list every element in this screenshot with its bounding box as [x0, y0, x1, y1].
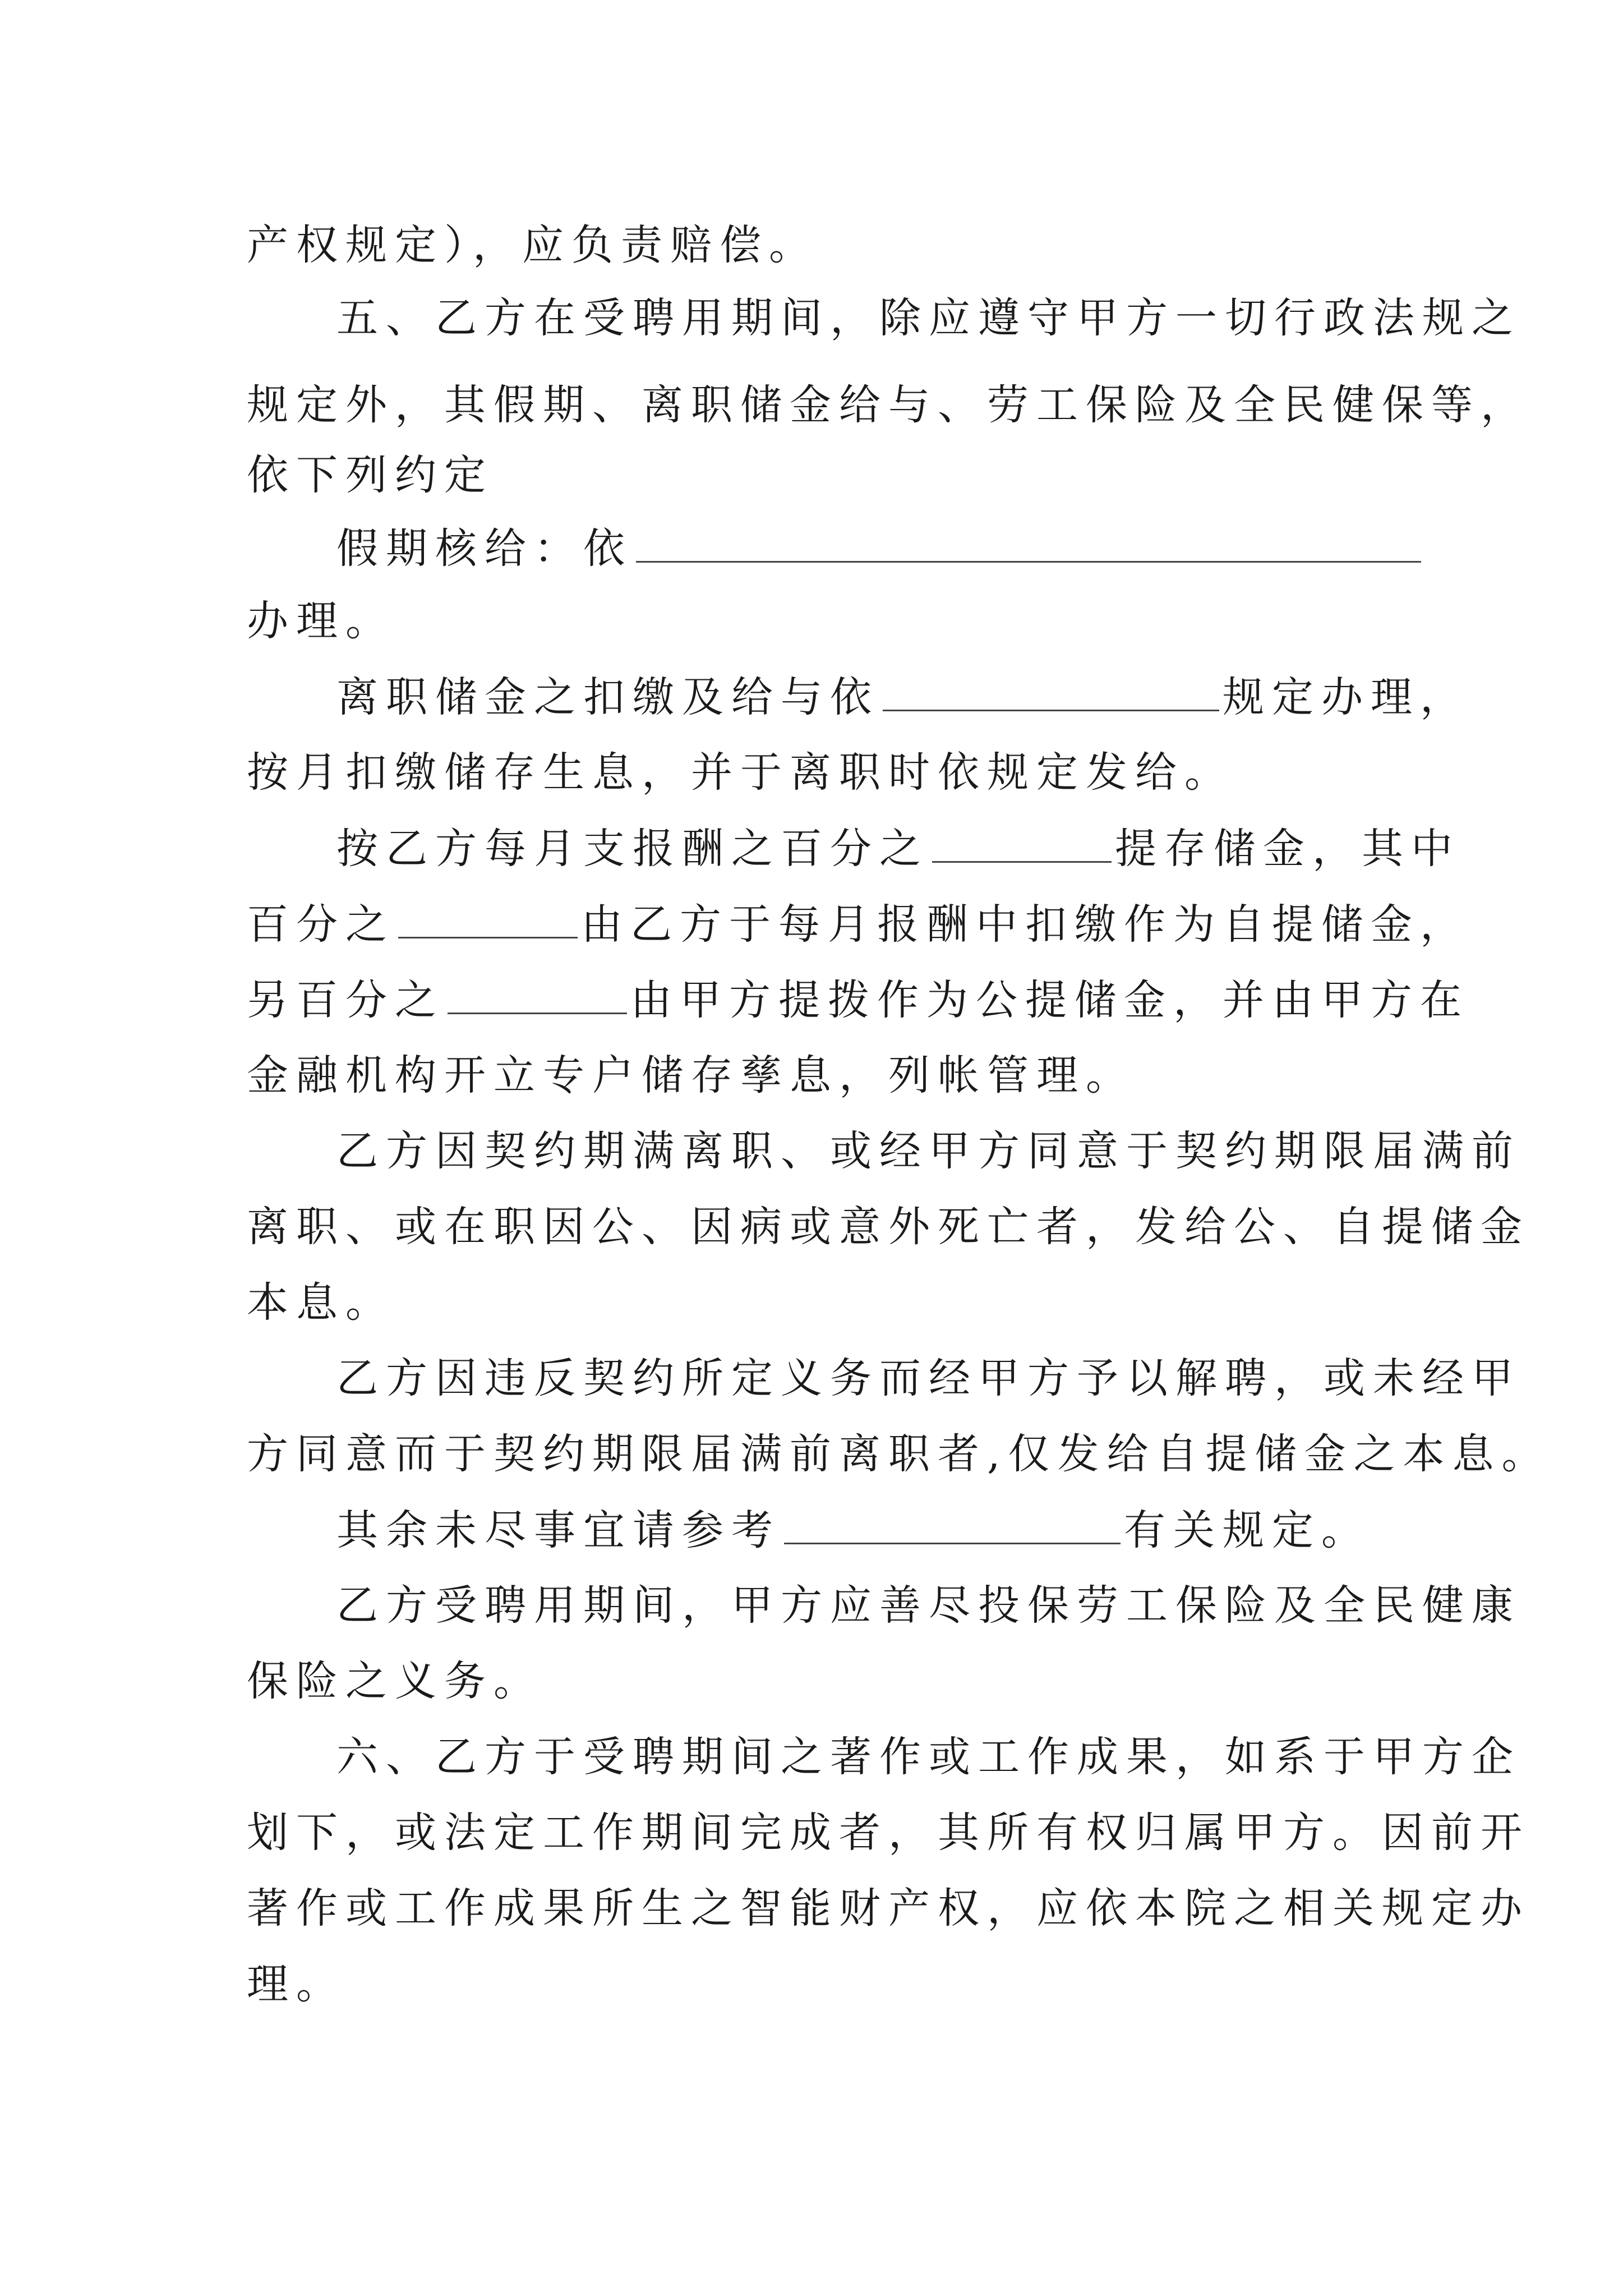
text-segment: 假期核给：依	[336, 524, 633, 573]
text-segment: 其余未尽事宜请参考	[336, 1506, 781, 1554]
paragraph-line	[247, 976, 1469, 1024]
paragraph-line: 六、乙方于受聘期间之著作或工作成果，如系于甲方企	[336, 1733, 1521, 1781]
paragraph-line: 办理。	[247, 597, 395, 645]
fill-blank	[784, 1509, 1121, 1544]
paragraph-line: 理。	[247, 1960, 345, 2008]
paragraph-line: 方同意而于契约期限届满前离职者,仅发给自提储金之本息。	[247, 1430, 1551, 1478]
fill-blank	[448, 979, 627, 1014]
paragraph-line	[247, 900, 1469, 949]
text-segment: 按乙方每月支报酬之百分之	[336, 825, 929, 873]
paragraph-line: 划下，或法定工作期间完成者，其所有权归属甲方。因前开	[247, 1809, 1530, 1857]
fill-blank	[636, 527, 1421, 563]
paragraph-line: 按月扣缴储存生息，并于离职时依规定发给。	[247, 748, 1234, 797]
paragraph-line: 金融机构开立专户储存孳息，列帐管理。	[247, 1051, 1135, 1099]
paragraph-line: 乙方因违反契约所定义务而经甲方予以解聘，或未经甲	[336, 1354, 1521, 1402]
text-segment: 有关规定。	[1124, 1506, 1371, 1554]
fill-blank	[932, 827, 1112, 863]
text-segment: 另百分之	[247, 976, 444, 1024]
paragraph-line: 著作或工作成果所生之智能财产权，应依本院之相关规定办	[247, 1884, 1530, 1932]
paragraph-line	[336, 825, 1460, 873]
paragraph-line: 五、乙方在受聘用期间，除应遵守甲方一切行政法规之	[336, 294, 1521, 342]
paragraph-line: 依下列约定	[247, 451, 494, 499]
paragraph-line: 乙方受聘用期间，甲方应善尽投保劳工保险及全民健康	[336, 1581, 1521, 1630]
fill-blank	[883, 676, 1219, 711]
paragraph-line: 保险之义务。	[247, 1657, 543, 1705]
paragraph-line: 产权规定），应负责赔偿。	[247, 221, 818, 269]
paragraph-line: 本息。	[247, 1278, 395, 1327]
text-segment: 百分之	[247, 900, 395, 949]
paragraph-line: 离职、或在职因公、因病或意外死亡者，发给公、自提储金	[247, 1203, 1530, 1251]
paragraph-line: 乙方因契约期满离职、或经甲方同意于契约期限届满前	[336, 1127, 1521, 1175]
text-segment: 由甲方提拨作为公提储金，并由甲方在	[630, 976, 1469, 1024]
paragraph-line	[336, 524, 1424, 573]
text-segment: 离职储金之扣缴及给与依	[336, 673, 879, 721]
paragraph-line	[336, 1506, 1371, 1554]
text-segment: 由乙方于每月报酬中扣缴作为自提储金，	[581, 900, 1469, 949]
fill-blank	[398, 903, 578, 938]
text-segment: 规定办理，	[1223, 673, 1469, 721]
paragraph-line: 规定外，其假期、离职储金给与、劳工保险及全民健保等，	[247, 381, 1530, 429]
text-segment: 提存储金，其中	[1115, 825, 1460, 873]
paragraph-line	[336, 673, 1469, 721]
